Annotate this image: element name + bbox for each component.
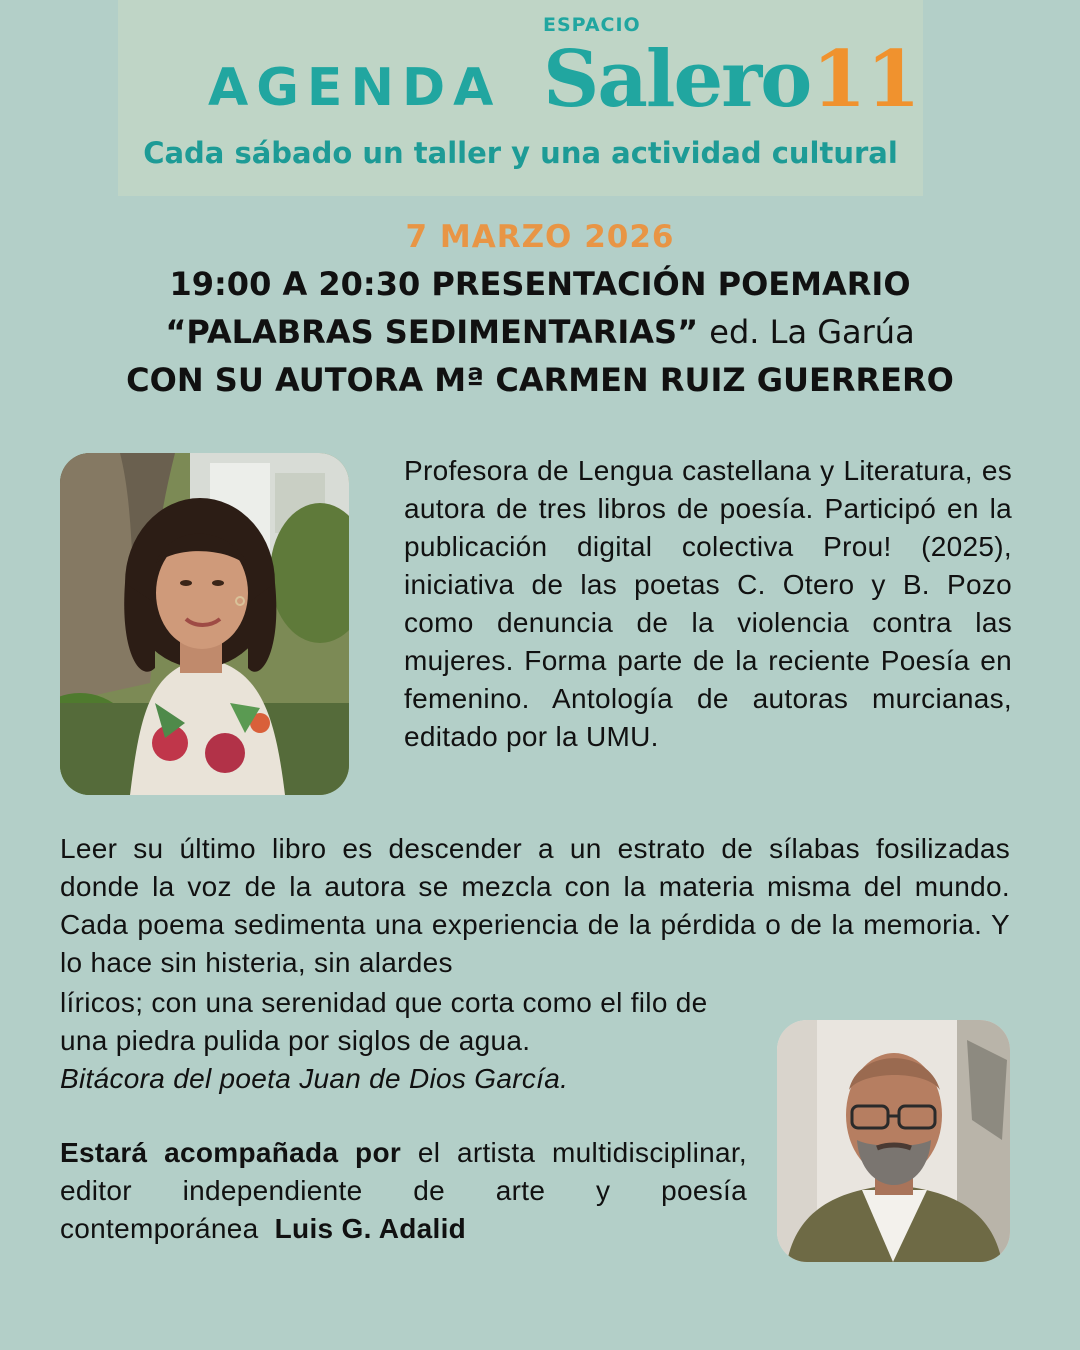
publisher: ed. La Garúa xyxy=(709,313,915,351)
event-title-line xyxy=(0,310,1080,354)
espacio-label: ESPACIO xyxy=(543,14,641,36)
salero-logo-number: 11 xyxy=(812,34,921,125)
review-quote-part2-block xyxy=(60,984,760,1098)
companion-name: Luis G. Adalid xyxy=(274,1213,467,1244)
companion-photo xyxy=(777,1020,1010,1262)
author-bio: Profesora de Lengua castellana y Literatura, es autora de tres libros de poesía. Participó en la publicación digital colectiva Prou! (2025), iniciativa de las poetas C. Otero y B. Pozo como denuncia de la violencia contra las mujeres. Forma parte de la reciente Poesía en femenino. Antología de autoras murcianas, editado por la UMU. xyxy=(404,455,1012,752)
event-time-line: 19:00 A 20:30 PRESENTACIÓN POEMARIO xyxy=(169,265,911,303)
companion-text xyxy=(60,1134,747,1248)
review-quote-part2: líricos; con una serenidad que corta como el filo de una piedra pulida por siglos de agua. xyxy=(60,987,708,1056)
event-author-line: CON SU AUTORA Mª CARMEN RUIZ GUERRERO xyxy=(126,361,954,399)
companion-lead: Estará acompañada por xyxy=(60,1137,402,1168)
review-source: Bitácora del poeta Juan de Dios García. xyxy=(60,1063,569,1094)
salero-logo-text: Salero xyxy=(543,34,811,125)
book-title: “PALABRAS SEDIMENTARIAS” xyxy=(165,313,699,351)
author-photo xyxy=(60,453,349,795)
event-date: 7 MARZO 2026 xyxy=(405,219,675,255)
tagline: Cada sábado un taller y una actividad cultural xyxy=(143,136,898,170)
agenda-label: AGENDA xyxy=(208,58,502,118)
review-quote-part1: Leer su último libro es descender a un estrato de sílabas fosilizadas donde la voz de la autora se mezcla con la materia misma del mundo. Cada poema sedimenta una experiencia de la pérdida o de la memoria. Y lo hace sin histeria, sin alardes xyxy=(60,833,1010,978)
companion-description: el artista multidisciplinar, editor independiente de arte y poesía contemporánea xyxy=(60,1137,747,1244)
